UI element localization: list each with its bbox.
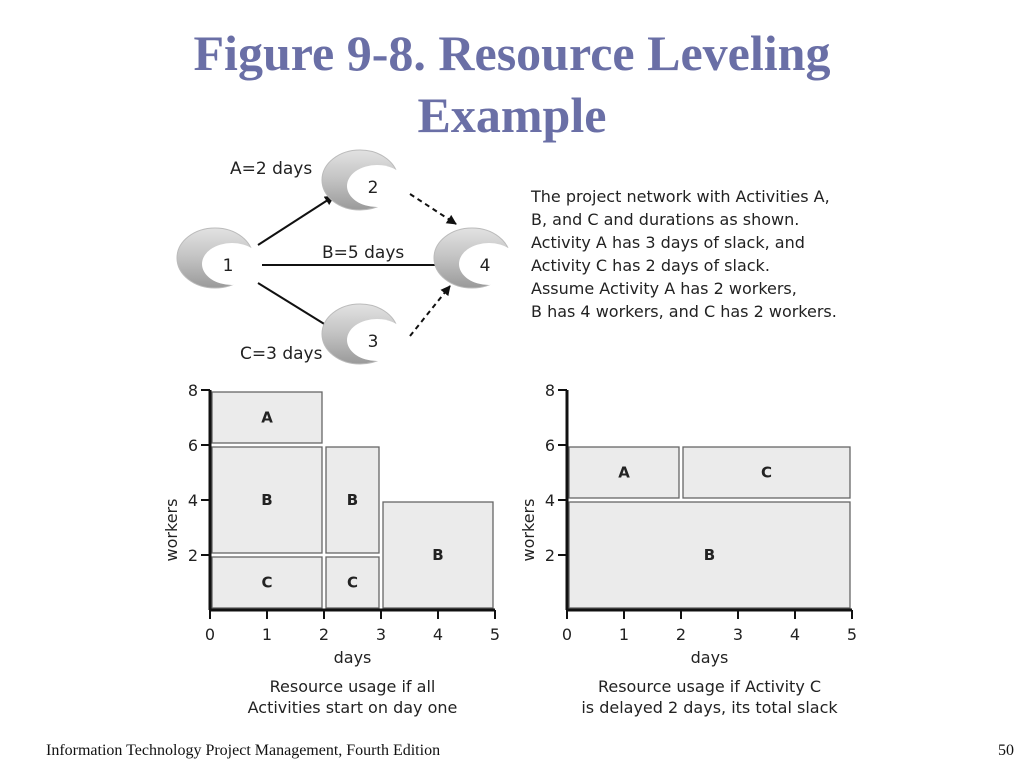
y-tick-label: 8 <box>544 381 555 400</box>
resource-block-label: A <box>261 408 273 427</box>
y-tick-label: 6 <box>187 436 198 455</box>
node-2-label: 2 <box>367 178 379 198</box>
y-axis-label: workers <box>162 498 181 562</box>
description-line: The project network with Activities A, <box>531 187 830 206</box>
y-tick-label: 8 <box>187 381 198 400</box>
x-tick-label: 0 <box>561 625 573 644</box>
chart-caption-line2: Activities start on day one <box>247 698 458 717</box>
resource-chart-all-start-day-one <box>162 381 500 717</box>
chart-caption-line1: Resource usage if all <box>269 677 436 696</box>
resource-block-label: A <box>618 463 630 482</box>
y-tick-label: 6 <box>544 436 555 455</box>
x-tick-label: 2 <box>675 625 687 644</box>
chart-caption-line1: Resource usage if Activity C <box>597 677 822 696</box>
node-1-label: 1 <box>222 256 234 276</box>
description-line: Assume Activity A has 2 workers, <box>531 279 797 298</box>
resource-block-label: B <box>346 491 359 509</box>
x-tick-label: 1 <box>261 625 273 644</box>
resource-block-label: C <box>261 573 273 592</box>
page-number: 50 <box>998 742 1014 759</box>
x-tick-label: 2 <box>318 625 330 644</box>
x-tick-label: 5 <box>846 625 858 644</box>
resource-block-label: B <box>703 546 716 564</box>
network-description <box>530 187 837 321</box>
edge-c <box>258 283 334 330</box>
node-4 <box>434 228 519 288</box>
resource-block-label: C <box>760 463 773 482</box>
description-line: B, and C and durations as shown. <box>531 210 800 229</box>
footer-text: Information Technology Project Management, Fourth Edition <box>46 742 441 759</box>
slide-title-line1: Figure 9-8. Resource Leveling <box>193 25 831 81</box>
node-1 <box>177 228 262 288</box>
y-axis-label: workers <box>519 498 538 562</box>
y-tick-label: 2 <box>187 546 198 565</box>
x-tick-label: 4 <box>432 625 444 644</box>
x-tick-label: 3 <box>375 625 387 644</box>
x-tick-label: 3 <box>732 625 744 644</box>
description-line: B has 4 workers, and C has 2 workers. <box>531 302 837 321</box>
description-line: Activity A has 3 days of slack, and <box>531 233 805 252</box>
edge-label-b: B=5 days <box>322 243 405 263</box>
edge-label-a: A=2 days <box>230 159 313 179</box>
edge-label-c: C=3 days <box>240 344 323 364</box>
x-tick-label: 4 <box>789 625 801 644</box>
edge-3-4-dashed <box>410 286 450 336</box>
resource-block-label: B <box>261 491 273 509</box>
resource-block-label: B <box>432 546 444 564</box>
x-axis-label: days <box>333 648 372 667</box>
y-tick-label: 4 <box>187 491 198 510</box>
chart-caption-line2: is delayed 2 days, its total slack <box>581 698 838 717</box>
edge-2-4-dashed <box>410 194 456 224</box>
y-tick-label: 4 <box>544 491 555 510</box>
x-axis-label: days <box>690 648 729 667</box>
x-tick-label: 0 <box>204 625 216 644</box>
slide-title-line2: Example <box>417 87 607 143</box>
x-tick-label: 1 <box>618 625 630 644</box>
node-2 <box>322 150 407 210</box>
resource-chart-c-delayed <box>519 381 857 717</box>
node-3-label: 3 <box>367 332 379 352</box>
resource-block-label: C <box>346 573 359 592</box>
edge-a <box>258 196 334 245</box>
y-tick-label: 2 <box>544 546 555 565</box>
description-line: Activity C has 2 days of slack. <box>531 256 770 275</box>
x-tick-label: 5 <box>489 625 501 644</box>
node-4-label: 4 <box>479 256 491 276</box>
node-3 <box>322 304 407 364</box>
